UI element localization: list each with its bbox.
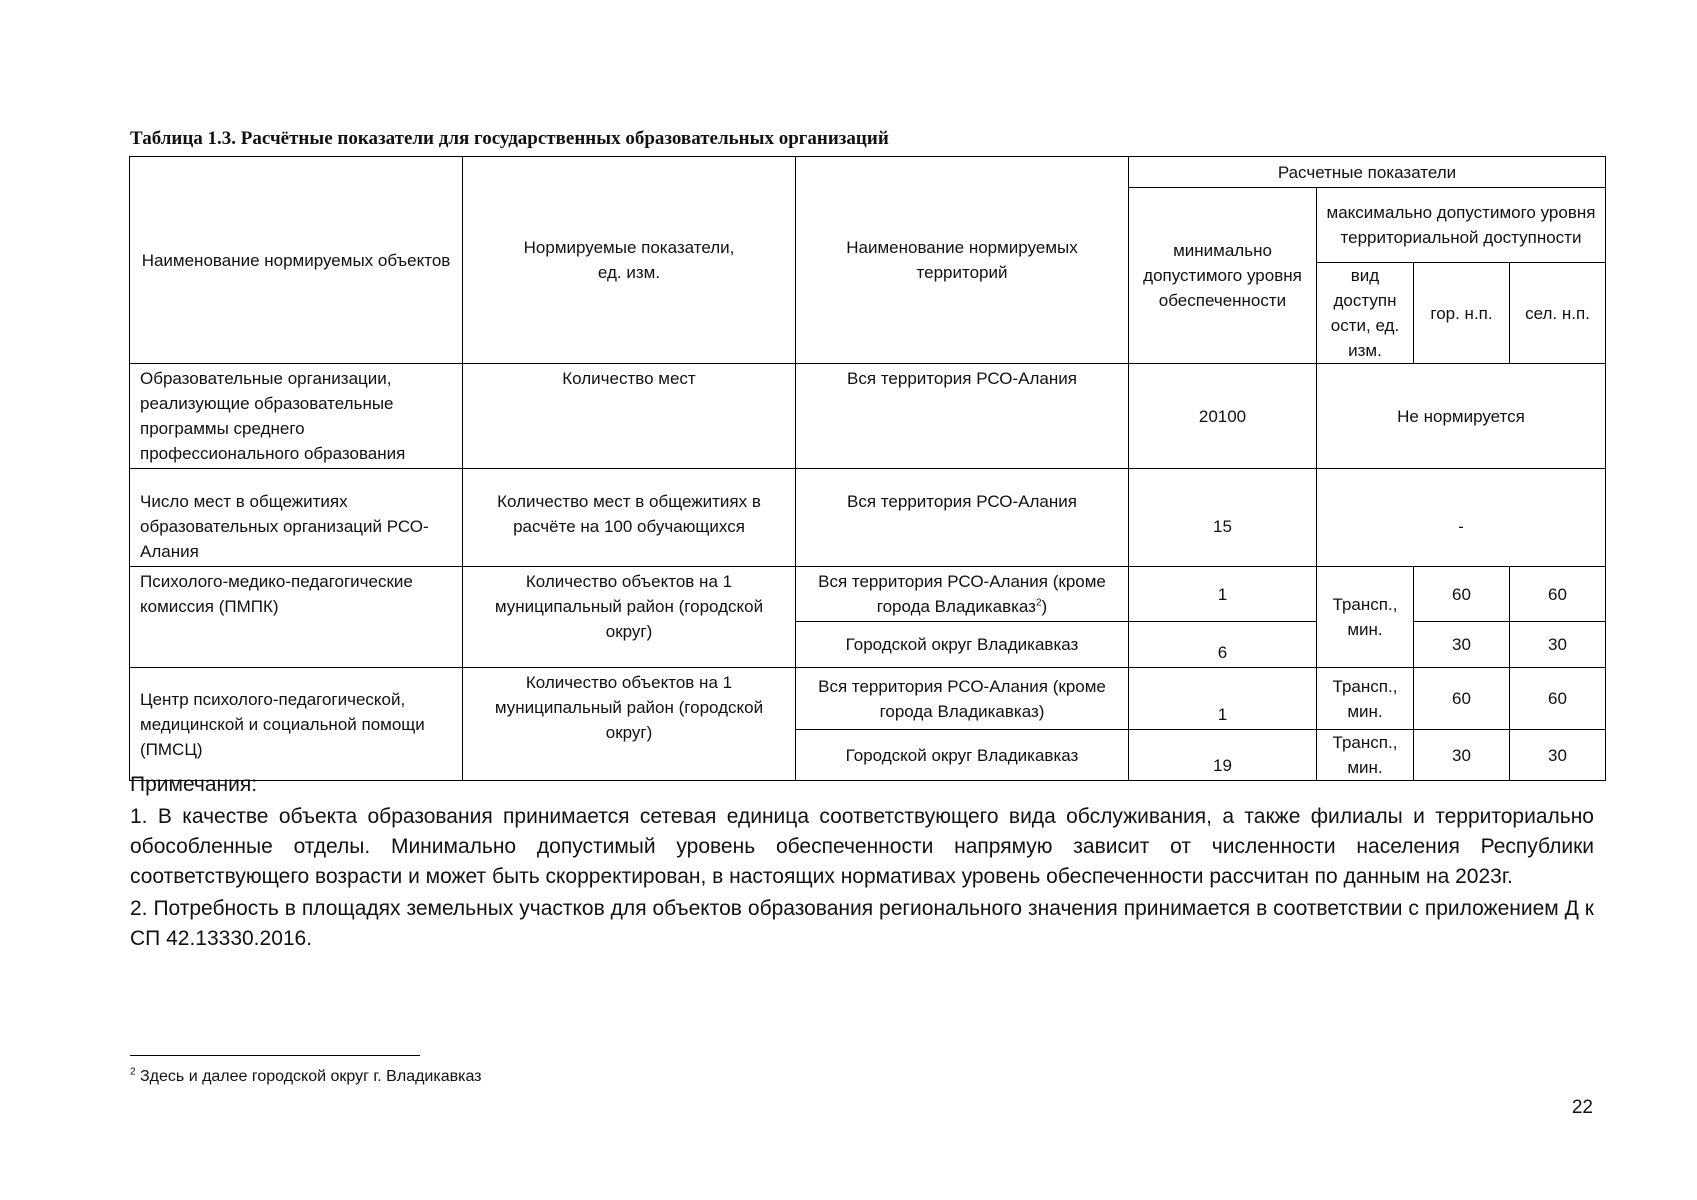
cell-max-level: -	[1317, 469, 1606, 567]
header-max-level: максимально допустимого уровня территориальной доступности	[1317, 188, 1606, 263]
footnote-text: Здесь и далее городской округ г. Владикавказ	[135, 1068, 482, 1085]
cell-territory	[796, 567, 1129, 622]
cell-territory: Городской округ Владикавказ	[796, 622, 1129, 668]
cell-urban: 30	[1414, 622, 1510, 668]
indicators-table	[129, 156, 1606, 781]
footnote-separator	[130, 1055, 420, 1056]
cell-min-level: 19	[1129, 730, 1317, 781]
cell-rural: 30	[1510, 622, 1606, 668]
cell-rural: 60	[1510, 668, 1606, 730]
cell-urban: 60	[1414, 668, 1510, 730]
table-row	[130, 567, 1606, 622]
territory-text-end: )	[1041, 597, 1048, 616]
cell-object: Образовательные организации, реализующие образовательные программы среднего профессионального образования	[130, 364, 463, 469]
cell-rural: 30	[1510, 730, 1606, 781]
cell-object: Центр психолого-педагогической, медицинской и социальной помощи (ПМСЦ)	[130, 668, 463, 781]
cell-urban: 30	[1414, 730, 1510, 781]
notes-section	[130, 770, 1594, 954]
cell-min-level: 1	[1129, 567, 1317, 622]
cell-object: Психолого-медико-педагогические комиссия (ПМПК)	[130, 567, 463, 668]
cell-access-kind: Трансп., мин.	[1317, 730, 1414, 781]
cell-indicator: Количество объектов на 1 муниципальный район (городской округ)	[463, 668, 796, 781]
footnote-mark: 2	[130, 1066, 136, 1078]
footnote	[130, 1068, 482, 1086]
table-row	[130, 469, 1606, 567]
header-rural: сел. н.п.	[1510, 263, 1606, 364]
header-urban: гор. н.п.	[1414, 263, 1510, 364]
note-1: 1. В качестве объекта образования принимается сетевая единица соответствующего вида обслуживания, а также филиалы и территориально обособленные отделы. Минимально допустимый уровень обеспеченности напрямую зависит от численности населения Республики соответствующего возрасти и может быть скорректирован, в настоящих нормативах уровень обеспеченности рассчитан по данным на 2023г.	[130, 805, 1594, 888]
cell-min-level: 6	[1129, 622, 1317, 668]
cell-territory: Городской округ Владикавказ	[796, 730, 1129, 781]
cell-access-kind: Трансп., мин.	[1317, 668, 1414, 730]
table-title: Таблица 1.3. Расчётные показатели для государственных образовательных организаций	[130, 128, 889, 149]
cell-indicator: Количество мест	[463, 364, 796, 469]
header-min-level: минимально допустимого уровня обеспеченности	[1129, 188, 1317, 364]
cell-territory: Вся территория РСО-Алания	[796, 364, 1129, 469]
notes-heading: Примечания:	[130, 773, 258, 796]
header-indicators-line2: ед. изм.	[597, 263, 661, 282]
cell-territory: Вся территория РСО-Алания	[796, 469, 1129, 567]
cell-indicator: Количество мест в общежитиях в расчёте на 100 обучающихся	[463, 469, 796, 567]
cell-rural: 60	[1510, 567, 1606, 622]
table-row	[130, 668, 1606, 730]
header-access-kind: вид доступн ости, ед. изм.	[1317, 263, 1414, 364]
table-row	[130, 364, 1606, 469]
header-objects: Наименование нормируемых объектов	[130, 157, 463, 364]
header-row-1	[130, 157, 1606, 188]
header-indicators-line1: Нормируемые показатели,	[523, 238, 735, 257]
cell-min-level: 1	[1129, 668, 1317, 730]
note-2: 2. Потребность в площадях земельных участков для объектов образования регионального значения принимается в соответствии с приложением Д к СП 42.13330.2016.	[130, 897, 1594, 950]
footnote-ref: 2	[1035, 597, 1042, 609]
header-territories: Наименование нормируемых территорий	[796, 157, 1129, 364]
header-indicators	[463, 157, 796, 364]
cell-territory: Вся территория РСО-Алания (кроме города Владикавказ)	[796, 668, 1129, 730]
cell-max-level: Не нормируется	[1317, 364, 1606, 469]
cell-urban: 60	[1414, 567, 1510, 622]
cell-object: Число мест в общежитиях образовательных организаций РСО-Алания	[130, 469, 463, 567]
cell-min-level: 20100	[1129, 364, 1317, 469]
cell-access-kind: Трансп., мин.	[1317, 567, 1414, 668]
cell-indicator: Количество объектов на 1 муниципальный район (городской округ)	[463, 567, 796, 668]
territory-text: Вся территория РСО-Алания (кроме города Владикавказ	[818, 572, 1106, 616]
header-calculated-indicators: Расчетные показатели	[1129, 157, 1606, 188]
page-number: 22	[1571, 1097, 1593, 1118]
cell-min-level: 15	[1129, 469, 1317, 567]
